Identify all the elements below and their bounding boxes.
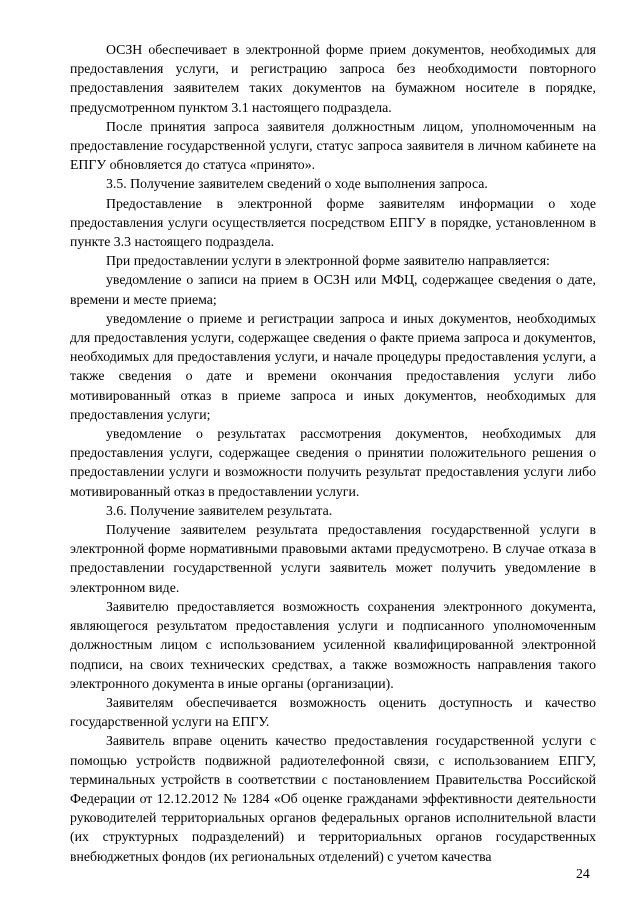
paragraph-quality-rating: Заявителям обеспечивается возможность оценить доступность и качество государственной услуги на ЕПГУ. (70, 694, 596, 730)
paragraph-document-saving: Заявителю предоставляется возможность сохранения электронного документа, являющегося результатом предоставления услуги и подписанного уполномоченным должностным лицом с использованием усиленной квалифицированной электронной подписи, на своих технических средствах, а также возможность направления такого электронного документа в иные органы (организации). (70, 598, 596, 691)
document-body (70, 40, 596, 866)
section-heading-3-5: 3.5. Получение заявителем сведений о ходе выполнения запроса. (106, 176, 488, 192)
paragraph-progress-info: Предоставление в электронной форме заявителям информации о ходе предоставления услуги осуществляется посредством ЕПГУ в порядке, установленном в пункте 3.3 настоящего подраздела. (70, 195, 596, 250)
page-number: 24 (576, 866, 590, 881)
paragraph-notifications-intro: При предоставлении услуги в электронной форме заявителю направляется: (106, 253, 550, 269)
paragraph-result-receipt: Получение заявителем результата предоставления государственной услуги в электронной форме нормативными правовыми актами предусмотрено. В случае отказа в предоставлении государственной услуги заявитель может получить уведомление в электронном виде. (70, 522, 596, 595)
list-item-appointment-notice: уведомление о записи на прием в ОСЗН или МФЦ, содержащее сведения о дате, времени и месте приема; (70, 272, 596, 307)
section-heading-3-6: 3.6. Получение заявителем результата. (106, 502, 333, 518)
paragraph-status-accepted: После принятия запроса заявителя должностным лицом, уполномоченным на предоставление государственной услуги, статус запроса заявителя в личном кабинете на ЕПГУ обновляется до статуса «принято». (70, 118, 596, 173)
list-item-review-results-notice: уведомление о результатах рассмотрения документов, необходимых для предоставления услуги, содержащее сведения о принятии положительного решения о предоставлении услуги и возможности получить результат предоставления услуги либо мотивированный отказ в предоставлении услуги. (70, 426, 596, 499)
paragraph-quality-evaluation-methods: Заявитель вправе оценить качество предоставления государственной услуги с помощью устройств подвижной радиотелефонной связи, с использованием ЕПГУ, терминальных устройств в соответствии с постановлением Правительства Российской Федерации от 12.12.2012 № 1284 «Об оценке гражданами эффективности деятельности руководителей территориальных органов федеральных органов исполнительной власти (их структурных подразделений) и территориальных органов государственных внебюджетных фондов (их региональных отделений) с учетом качества (70, 733, 596, 864)
list-item-registration-notice: уведомление о приеме и регистрации запроса и иных документов, необходимых для предоставления услуги, содержащее сведения о факте приема запроса и документов, необходимых для предоставления услуги, и начале процедуры предоставления услуги, а также сведения о дате и времени окончания предоставления услуги либо мотивированный отказ в приеме запроса и иных документов, необходимых для предоставления услуги; (70, 310, 596, 422)
paragraph-intake-documents: ОСЗН обеспечивает в электронной форме прием документов, необходимых для предоставления услуги, и регистрацию запроса без необходимости повторного предоставления заявителем таких документов на бумажном носителе в порядке, предусмотренном пунктом 3.1 настоящего подраздела. (70, 42, 596, 115)
